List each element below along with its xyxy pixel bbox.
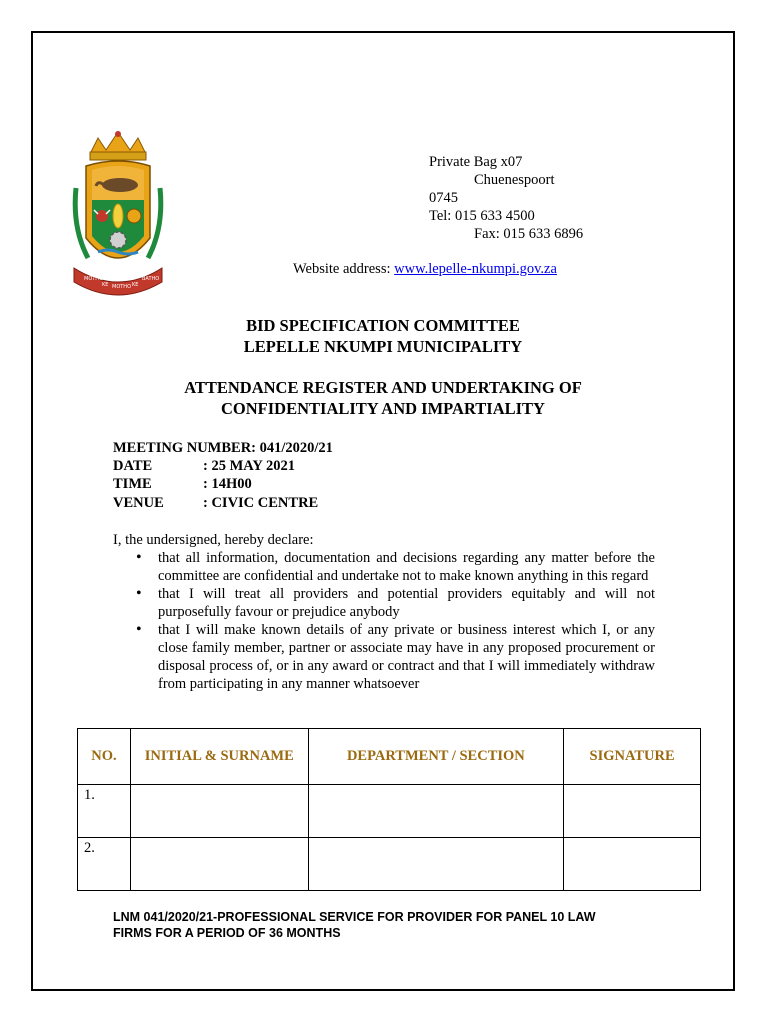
- header-initial-surname: INITIAL & SURNAME: [130, 729, 308, 785]
- declaration-item: • that I will make known details of any private or business interest which I, or any close family member, partner or associate may have in any proposed procurement or disposal process of, or in any award or contract and that I will immediately withdraw from participating in any manner whatsoever: [158, 621, 655, 693]
- cell-name: [130, 785, 308, 838]
- address-line-2: Chuenespoort: [474, 172, 555, 188]
- address-fax: Fax: 015 633 6896: [474, 226, 584, 242]
- svg-text:BATHO: BATHO: [142, 276, 160, 282]
- venue-value: : CIVIC CENTRE: [203, 494, 319, 511]
- meeting-date-row: [113, 457, 333, 475]
- table-header-row: [78, 729, 701, 785]
- cell-signature: [564, 785, 701, 838]
- municipal-crest-logo: [68, 128, 168, 304]
- committee-heading-line-1: BID SPECIFICATION COMMITTEE: [246, 316, 520, 335]
- meeting-details: [113, 439, 333, 512]
- cell-department: [308, 785, 564, 838]
- address-postal-code: 0745: [429, 190, 458, 206]
- svg-text:KE: KE: [132, 282, 139, 288]
- committee-heading-line-2: LEPELLE NKUMPI MUNICIPALITY: [243, 337, 523, 356]
- tender-reference: [113, 909, 673, 941]
- register-title-line-1: ATTENDANCE REGISTER AND UNDERTAKING OF: [184, 378, 582, 397]
- meeting-number: MEETING NUMBER: 041/2020/21: [113, 440, 333, 456]
- declaration-item: • that all information, documentation and decisions regarding any matter before the committee are confidential and undertake not to make known anything in this regard: [158, 549, 655, 585]
- attendance-table: [77, 728, 701, 891]
- table-row: [78, 838, 701, 891]
- svg-text:KE: KE: [102, 282, 109, 288]
- header-department: DEPARTMENT / SECTION: [308, 729, 564, 785]
- website-label: Website address:: [293, 261, 391, 277]
- svg-text:MOTHO: MOTHO: [112, 284, 131, 290]
- cell-department: [308, 838, 564, 891]
- declaration-list: [113, 549, 655, 693]
- venue-label: VENUE: [113, 494, 164, 511]
- tender-reference-line-2: FIRMS FOR A PERIOD OF 36 MONTHS: [113, 926, 341, 940]
- address-block: [429, 153, 583, 243]
- meeting-time-row: [113, 475, 333, 493]
- svg-text:MOTHO: MOTHO: [84, 276, 103, 282]
- register-title: [31, 377, 735, 419]
- header-signature: SIGNATURE: [564, 729, 701, 785]
- time-value: : 14H00: [203, 476, 252, 493]
- cell-name: [130, 838, 308, 891]
- register-title-line-2: CONFIDENTIALITY AND IMPARTIALITY: [221, 399, 545, 418]
- table-row: [78, 785, 701, 838]
- committee-heading: [31, 315, 735, 357]
- address-line-1: Private Bag x07: [429, 154, 523, 170]
- time-label: TIME: [113, 476, 152, 493]
- website-line: [293, 261, 557, 278]
- address-tel: Tel: 015 633 4500: [429, 208, 535, 224]
- header-no: NO.: [78, 729, 131, 785]
- meeting-venue-row: [113, 494, 333, 512]
- date-label: DATE: [113, 458, 153, 475]
- declaration-item: • that I will treat all providers and potential providers equitably and will not purposefully favour or prejudice anybody: [158, 585, 655, 621]
- declaration: [113, 531, 655, 693]
- cell-signature: [564, 838, 701, 891]
- row-number: 1.: [78, 785, 131, 838]
- date-value: : 25 MAY 2021: [203, 458, 295, 475]
- website-link[interactable]: www.lepelle-nkumpi.gov.za: [394, 261, 557, 277]
- tender-reference-line-1: LNM 041/2020/21-PROFESSIONAL SERVICE FOR PROVIDER FOR PANEL 10 LAW: [113, 910, 596, 924]
- row-number: 2.: [78, 838, 131, 891]
- declaration-intro: I, the undersigned, hereby declare:: [113, 532, 314, 548]
